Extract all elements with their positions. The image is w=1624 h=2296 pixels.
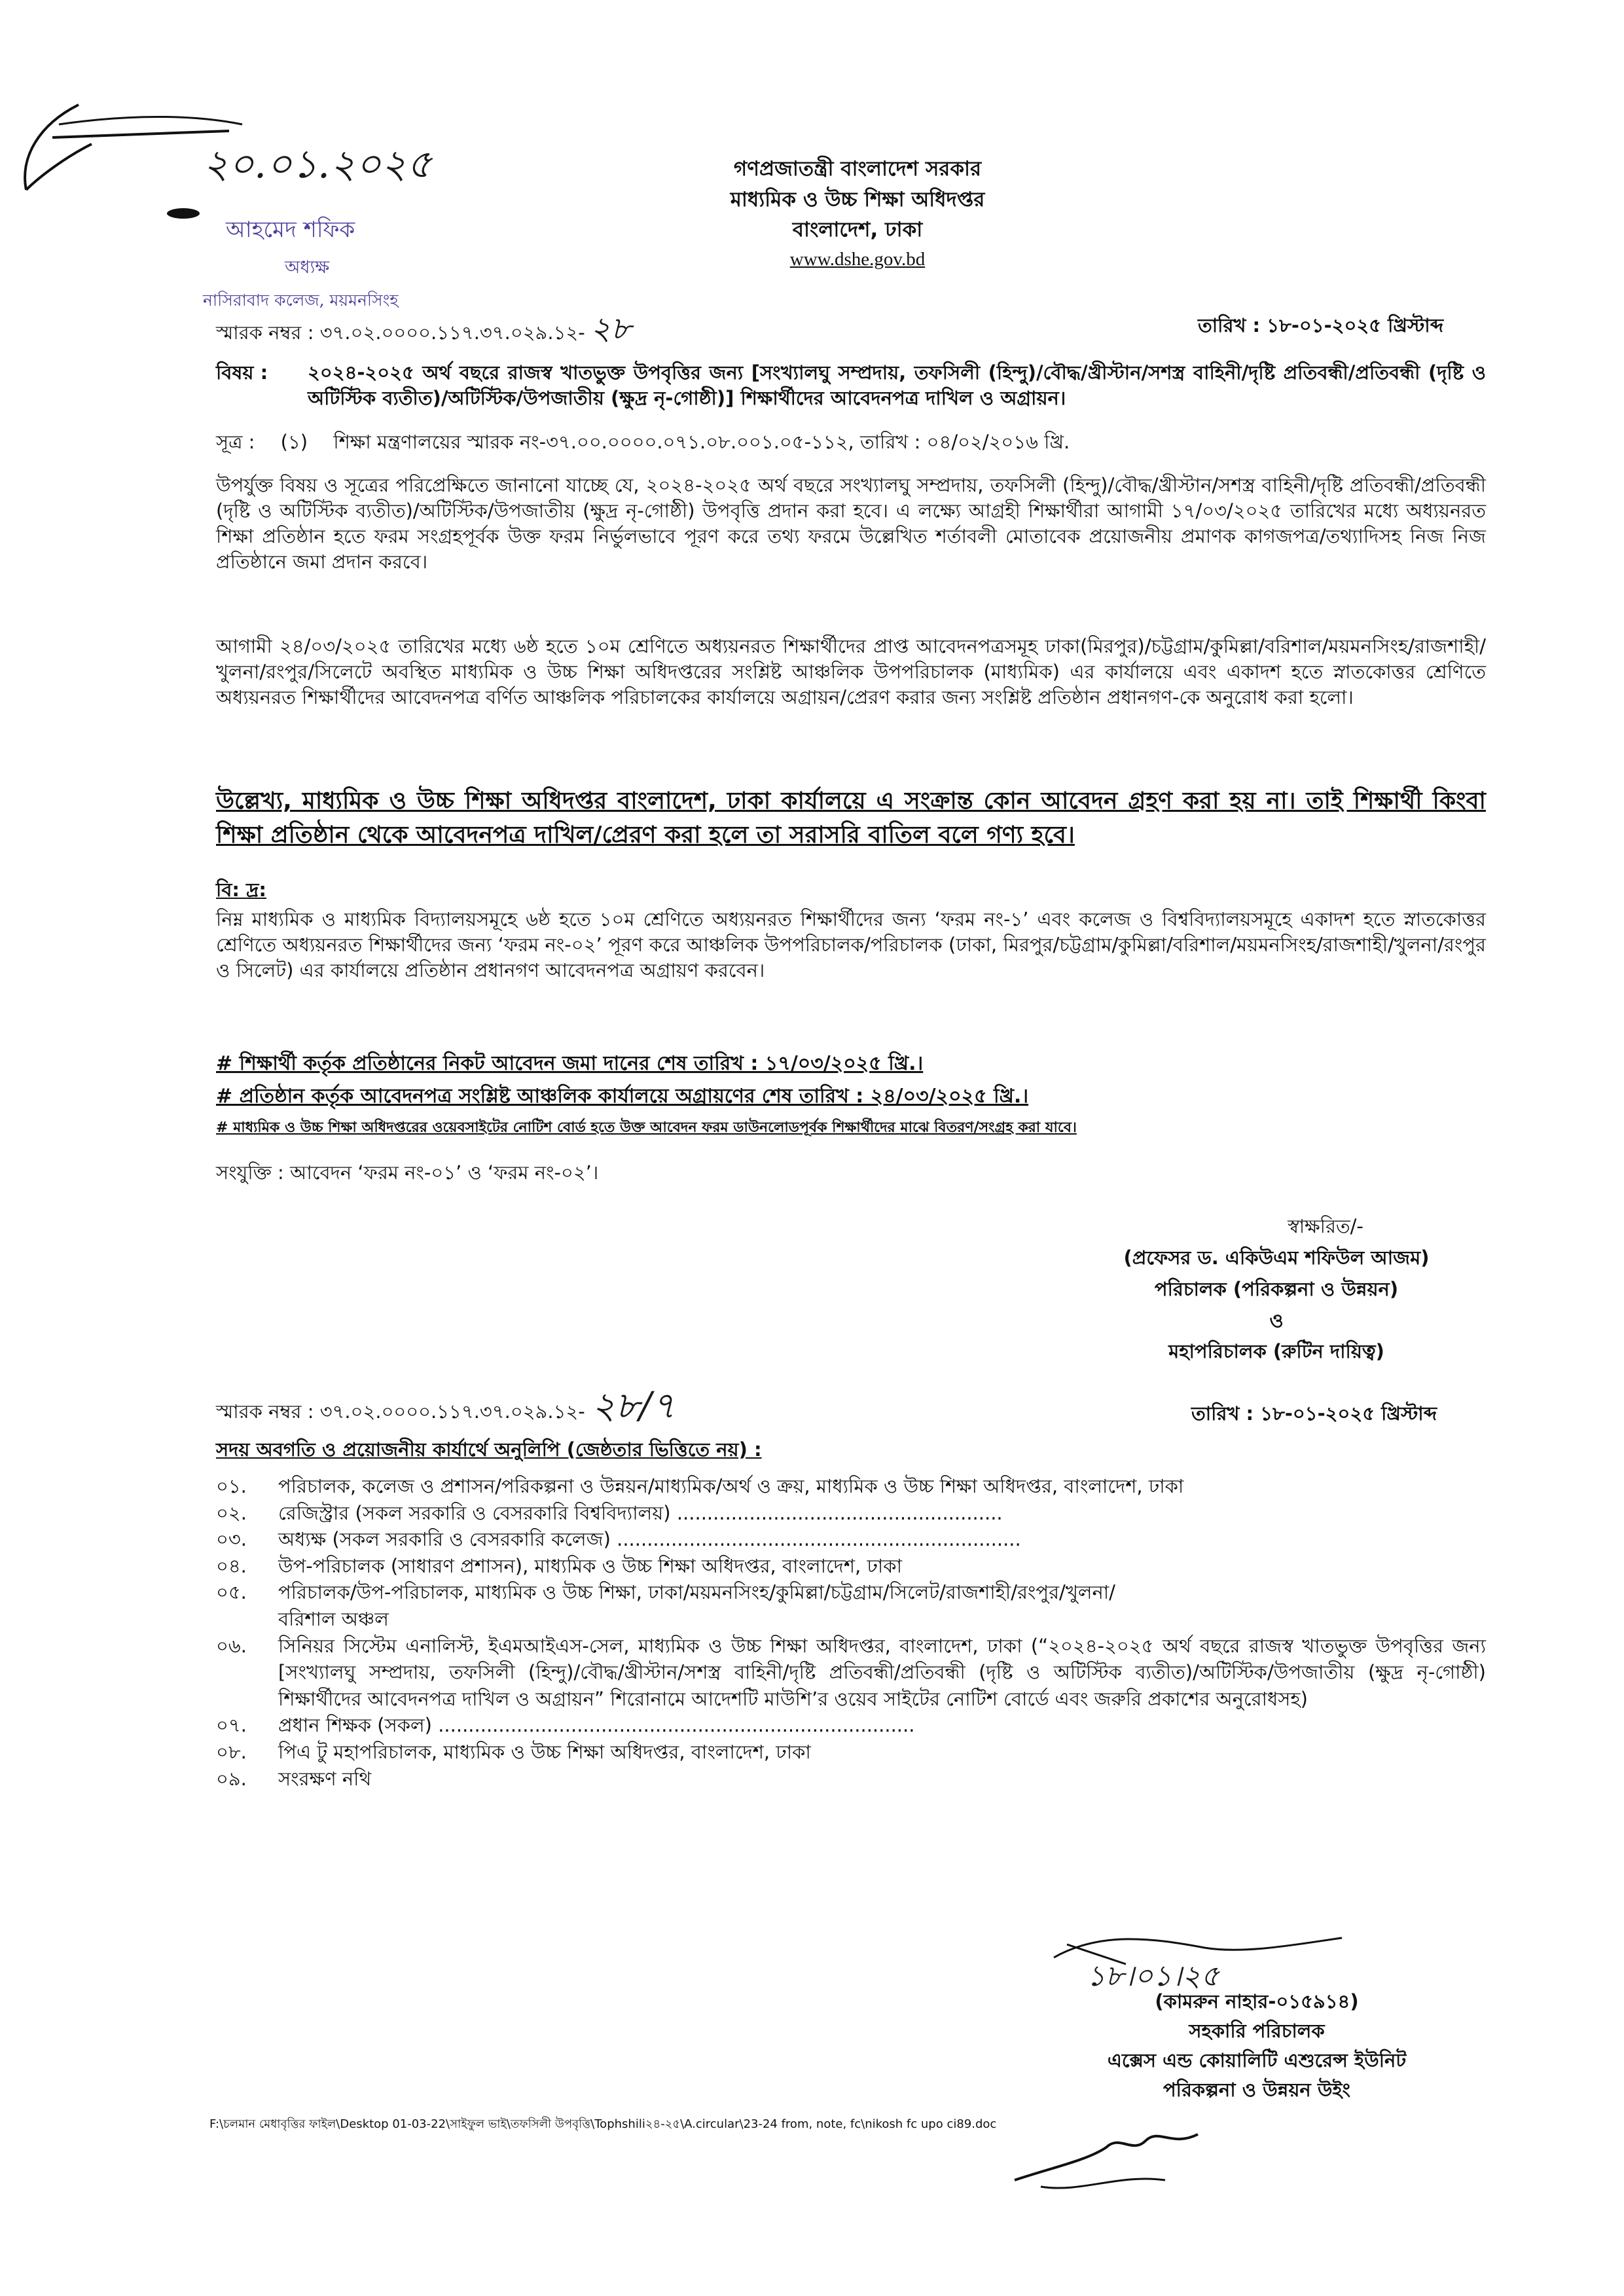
reference-number: (১)	[280, 431, 308, 453]
signature-title-2: মহাপরিচালক (রুটিন দায়িত্ব)	[1168, 1340, 1384, 1363]
subject-label: বিষয় :	[216, 361, 268, 384]
footer-signature-scribble	[1001, 2108, 1211, 2206]
memo-number-handwritten: ২৮	[590, 310, 632, 347]
header-govt: গণপ্রজাতন্ত্রী বাংলাদেশ সরকার	[733, 157, 982, 181]
distribution-item	[216, 1473, 1486, 1500]
distribution-item-text: অধ্যক্ষ (সকল সরকারি ও বেসরকারি কলেজ) ...................................................................	[278, 1528, 1021, 1551]
signature-title: পরিচালক (পরিকল্পনা ও উন্নয়ন)	[1154, 1277, 1399, 1300]
stamp-title: অধ্যক্ষ	[285, 257, 330, 278]
distribution-heading: সদয় অবগতি ও প্রয়োজনীয় কার্যার্থে অনুলিপি (জেষ্ঠতার ভিত্তিতে নয়) :	[216, 1438, 762, 1461]
subject-text: ২০২৪-২০২৫ অর্থ বছরে রাজস্ব খাতভুক্ত উপবৃত্তির জন্য [সংখ্যালঘু সম্প্রদায়, তফসিলী (হিন্দু)/বৌদ্ধ/খ্রীস্টান/সশস্ত্র বাহিনী/দৃষ্টি প্রতিবন্ধী/প্রতিবন্ধী (দৃষ্টি ও অটিস্টিক ব্যতীত)/অটিস্টিক/উপজাতীয় (ক্ষুদ্র নৃ-গোষ্ঠী)] শিক্ষার্থীদের আবেদনপত্র দাখিল ও অগ্রায়ন।	[308, 361, 1486, 410]
note-download-info: # মাধ্যমিক ও উচ্চ শিক্ষা অধিদপ্তরের ওয়েবসাইটের নোটিশ বোর্ড হতে উক্ত আবেদন ফরম ডাউনলোডপূর্বক শিক্ষার্থীদের মাঝে বিতরণ/সংগ্রহ করা যাবে।	[216, 1120, 1077, 1136]
distribution-item-number: ০৯.	[216, 1767, 247, 1790]
note-deadline-institution: # প্রতিষ্ঠান কর্তৃক আবেদনপত্র সংশ্লিষ্ট আঞ্চলিক কার্যালয়ে অগ্রায়ণের শেষ তারিখ : ২৪/০৩/২০২৫ খ্রি.।	[216, 1085, 1029, 1108]
footer-file-path: F:\চলমান মেধাবৃত্তির ফাইল\Desktop 01-03-22\সাইফুল ভাই\তফসিলী উপবৃত্তি\Tophshili২৪-২৫\A.circular\23-24 from, note, fc\nikosh fc upo ci89.doc	[209, 2117, 997, 2131]
signature-name: (প্রফেসর ড. একিউএম শফিউল আজম)	[1123, 1246, 1430, 1269]
distribution-item	[216, 1633, 1486, 1713]
distribution-item-text: উপ-পরিচালক (সাধারণ প্রশাসন), মাধ্যমিক ও উচ্চ শিক্ষা অধিদপ্তর, বাংলাদেশ, ঢাকা	[278, 1554, 902, 1577]
memo-number-label: স্মারক নম্বর : ৩৭.০২.০০০০.১১৭.৩৭.০২৯.১২-	[216, 321, 585, 344]
reference-text: শিক্ষা মন্ত্রণালয়ের স্মারক নং-৩৭.০০.০০০০.০৭১.০৮.০০১.০৫-১১২, তারিখ : ০৪/০২/২০১৬ খ্রি.	[333, 431, 1070, 453]
reference	[216, 429, 1070, 455]
distribution-item-number: ০৪.	[216, 1554, 247, 1577]
officer-wing: পরিকল্পনা ও উন্নয়ন উইং	[1163, 2078, 1350, 2101]
signature-block	[1021, 1211, 1532, 1368]
note-deadline-student: # শিক্ষার্থী কর্তৃক প্রতিষ্ঠানের নিকট আবেদন জমা দানের শেষ তারিখ : ১৭/০৩/২০২৫ খ্রি.।	[216, 1052, 924, 1075]
memo-number	[216, 308, 631, 350]
distribution-item-text: সিনিয়র সিস্টেম এনালিস্ট, ইএমআইএস-সেল, মাধ্যমিক ও উচ্চ শিক্ষা অধিদপ্তর, বাংলাদেশ, ঢাকা (“২০২৪-২০২৫ অর্থ বছরে রাজস্ব খাতভুক্ত উপবৃত্তির জন্য [সংখ্যালঘু সম্প্রদায়, তফসিলী (হিন্দু)/বৌদ্ধ/খ্রীস্টান/সশস্ত্র বাহিনী/দৃষ্টি প্রতিবন্ধী/প্রতিবন্ধী (দৃষ্টি ও অটিস্টিক ব্যতীত)/অটিস্টিক/উপজাতীয় (ক্ষুদ্র নৃ-গোষ্ঠী) শিক্ষার্থীদের আবেদনপত্র দাখিল ও অগ্রায়ন” শিরোনামে আদেশটি মাউশি’র ওয়েব সাইটের নোটিশ বোর্ডে এবং জরুরি প্রকাশের অনুরোধসহ)	[278, 1634, 1486, 1710]
distribution-item-number: ০৫.	[216, 1581, 247, 1604]
distribution-item	[216, 1712, 1486, 1739]
distribution-item-number: ০২.	[216, 1501, 247, 1524]
header-location: বাংলাদেশ, ঢাকা	[792, 218, 923, 242]
officer-unit: এক্সেস এন্ড কোয়ালিটি এশুরেন্স ইউনিট	[1107, 2049, 1407, 2071]
note-label: বি: দ্র:	[216, 879, 266, 901]
stamp-name: আহমেদ শফিক	[226, 217, 355, 243]
distribution-item	[216, 1526, 1486, 1553]
body-paragraph-2: আগামী ২৪/০৩/২০২৫ তারিখের মধ্যে ৬ষ্ঠ হতে ১০ম শ্রেণিতে অধ্যয়নরত শিক্ষার্থীদের প্রাপ্ত আবেদনপত্রসমূহ ঢাকা(মিরপুর)/চট্টগ্রাম/কুমিল্লা/বরিশাল/ময়মনসিংহ/রাজশাহী/খুলনা/রংপুর/সিলেটে অবস্থিত মাধ্যমিক ও উচ্চ শিক্ষা অধিদপ্তরের সংশ্লিষ্ট আঞ্চলিক উপপরিচালক (মাধ্যমিক) এর কার্যালয়ে এবং একাদশ হতে স্নাতকোত্তর শ্রেণিতে অধ্যয়নরত শিক্ষার্থীদের আবেদনপত্র বর্ণিত আঞ্চলিক পরিচালকের কার্যালয়ে অগ্রায়ন/প্রেরণ করার জন্য সংশ্লিষ্ট প্রতিষ্ঠান প্রধানগণ-কে অনুরোধ করা হলো।	[216, 635, 1486, 709]
distribution-item	[216, 1579, 1486, 1632]
distribution-item-number: ০৬.	[216, 1634, 247, 1657]
office-header	[681, 154, 1034, 274]
pen-mark-dot	[167, 208, 200, 219]
distribution-item-text: পরিচালক/উপ-পরিচালক, মাধ্যমিক ও উচ্চ শিক্ষা, ঢাকা/ময়মনসিংহ/কুমিল্লা/চট্টগ্রাম/সিলেট/রাজশাহী/রংপুর/খুলনা/বরিশাল অঞ্চল	[278, 1581, 1115, 1630]
distribution-item-text: প্রধান শিক্ষক (সকল) ...............................................................................	[278, 1714, 915, 1737]
body-paragraph-1: উপর্যুক্ত বিষয় ও সূত্রের পরিপ্রেক্ষিতে জানানো যাচ্ছে যে, ২০২৪-২০২৫ অর্থ বছরে সংখ্যালঘু সম্প্রদায়, তফসিলী (হিন্দু)/বৌদ্ধ/খ্রীস্টান/সশস্ত্র বাহিনী/দৃষ্টি প্রতিবন্ধী/প্রতিবন্ধী (দৃষ্টি ও অটিস্টিক ব্যতীত)/অটিস্টিক/উপজাতীয় (ক্ষুদ্র নৃ-গোষ্ঠী) উপবৃত্তি প্রদান করা হবে। এ লক্ষ্যে আগ্রহী শিক্ষার্থীরা আগামী ১৭/০৩/২০২৫ তারিখের মধ্যে অধ্যয়নরত শিক্ষা প্রতিষ্ঠান হতে ফরম সংগ্রহপূর্বক উক্ত ফরম নির্ভুলভাবে পূরণ করে তথ্য ফরমে উল্লেখিত শর্তাবলী মোতাবেক প্রয়োজনীয় প্রমাণক কাগজপত্র/তথ্যাদিসহ নিজ নিজ প্রতিষ্ঠানে জমা প্রদান করবে।	[216, 474, 1486, 574]
distribution-item-text: রেজিস্ট্রার (সকল সরকারি ও বেসরকারি বিশ্ববিদ্যালয়) ......................................................	[278, 1501, 1003, 1524]
memo-date: তারিখ : ১৮-০১-২০২৫ খ্রিস্টাব্দ	[1198, 314, 1444, 337]
distribution-item	[216, 1500, 1486, 1527]
distribution-item-number: ০৮.	[216, 1740, 247, 1763]
distribution-item	[216, 1553, 1486, 1580]
officer-title: সহকারি পরিচালক	[1189, 2019, 1325, 2042]
officer-name: (কামরুন নাহার-০১৫৯১৪)	[1155, 1990, 1359, 2013]
signature-signed: স্বাক্ষরিত/-	[1288, 1215, 1363, 1237]
officer-initial-date: ১৮।০১।২৫	[1087, 1959, 1219, 1993]
distribution-item-text: সংরক্ষণ নথি	[278, 1767, 372, 1790]
header-website-link[interactable]: www.dshe.gov.bd	[789, 248, 926, 270]
principal-stamp	[203, 213, 527, 316]
distribution-list	[216, 1473, 1486, 1792]
distribution-item	[216, 1739, 1486, 1766]
distribution-item-number: ০৩.	[216, 1528, 247, 1551]
reference-label: সূত্র :	[216, 431, 255, 453]
note-text: নিম্ন মাধ্যমিক ও মাধ্যমিক বিদ্যালয়সমূহে ৬ষ্ঠ হতে ১০ম শ্রেণিতে অধ্যয়নরত শিক্ষার্থীদের জন্য ‘ফরম নং-১’ এবং কলেজ ও বিশ্ববিদ্যালয়সমূহে একাদশ হতে স্নাতকোত্তর শ্রেণিতে অধ্যয়নরত শিক্ষার্থীদের জন্য ‘ফরম নং-০২’ পূরণ করে আঞ্চলিক উপপরিচালক/পরিচালক (ঢাকা, মিরপুর/চট্টগ্রাম/কুমিল্লা/বরিশাল/ময়মনসিংহ/রাজশাহী/খুলনা/রংপুর ও সিলেট) এর কার্যালয়ে প্রতিষ্ঠান প্রধানগণ আবেদনপত্র অগ্রায়ণ করবেন।	[216, 908, 1486, 982]
header-department: মাধ্যমিক ও উচ্চ শিক্ষা অধিদপ্তর	[730, 187, 985, 211]
officer-block	[1021, 1987, 1492, 2105]
distribution-item-number: ০৭.	[216, 1714, 247, 1737]
stamp-college: নাসিরাবাদ কলেজ, ময়মনসিংহ	[203, 291, 399, 310]
signature-and: ও	[1269, 1309, 1284, 1332]
memo-2-date: তারিখ : ১৮-০১-২০২৫ খ্রিস্টাব্দ	[1191, 1402, 1437, 1425]
handwritten-date: ২০.০১.২০২৫	[203, 141, 433, 187]
memo-number-2-label: স্মারক নম্বর : ৩৭.০২.০০০০.১১৭.৩৭.০২৯.১২-	[216, 1400, 585, 1423]
distribution-item	[216, 1766, 1486, 1793]
distribution-item-text: পরিচালক, কলেজ ও প্রশাসন/পরিকল্পনা ও উন্নয়ন/মাধ্যমিক/অর্থ ও ক্রয়, মাধ্যমিক ও উচ্চ শিক্ষা অধিদপ্তর, বাংলাদেশ, ঢাকা	[278, 1475, 1184, 1497]
memo-number-2	[216, 1381, 676, 1431]
body-paragraph-3: উল্লেখ্য, মাধ্যমিক ও উচ্চ শিক্ষা অধিদপ্তর বাংলাদেশ, ঢাকা কার্যালয়ে এ সংক্রান্ত কোন আবেদন গ্রহণ করা হয় না। তাই শিক্ষার্থী কিংবা শিক্ষা প্রতিষ্ঠান থেকে আবেদনপত্র দাখিল/প্রেরণ করা হলে তা সরাসরি বাতিল বলে গণ্য হবে।	[216, 788, 1486, 849]
distribution-item-text: পিএ টু মহাপরিচালক, মাধ্যমিক ও উচ্চ শিক্ষা অধিদপ্তর, বাংলাদেশ, ঢাকা	[278, 1740, 811, 1763]
memo-number-2-handwritten: ২৮/৭	[591, 1385, 676, 1427]
distribution-item-number: ০১.	[216, 1475, 247, 1497]
attachment: সংযুক্তি : আবেদন ‘ফরম নং-০১’ ও ‘ফরম নং-০২’।	[216, 1161, 599, 1184]
